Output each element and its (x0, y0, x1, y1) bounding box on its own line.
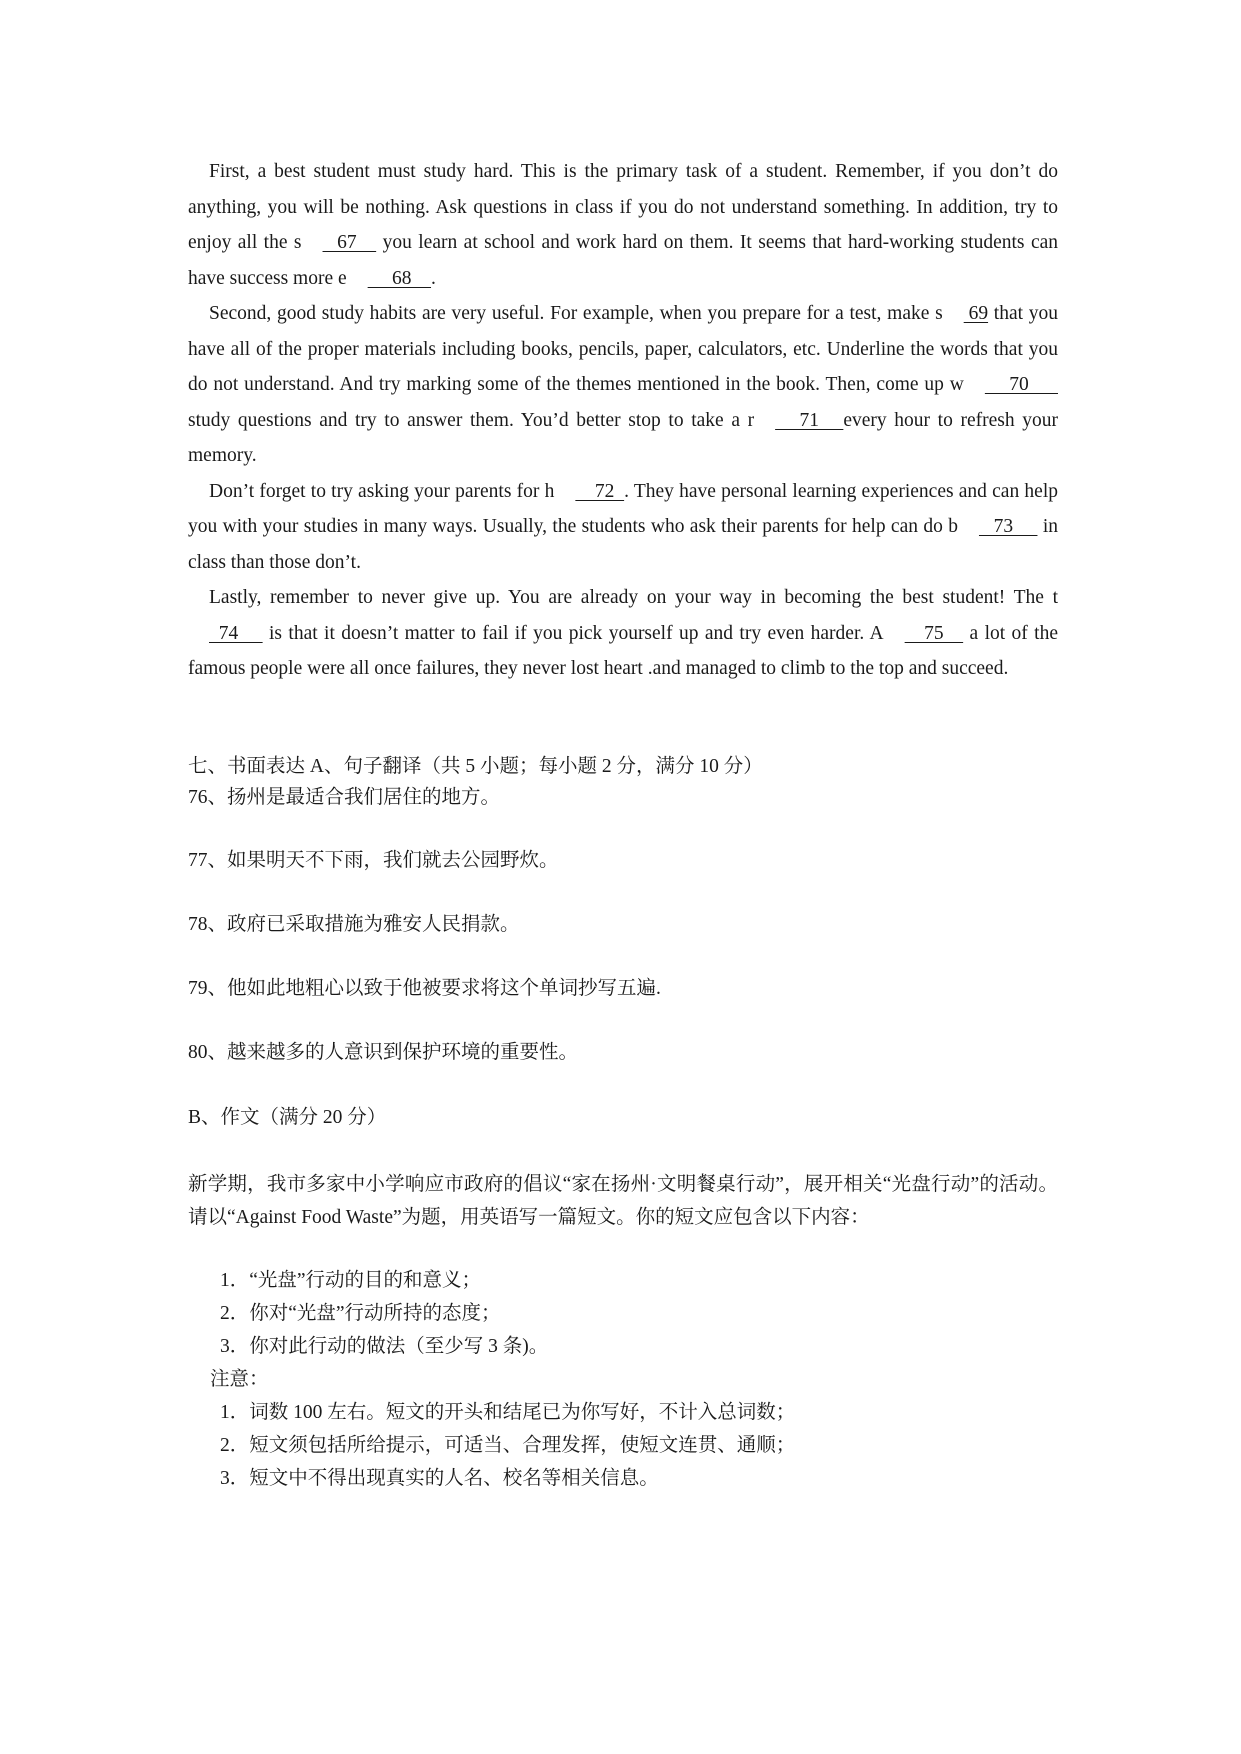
note-3: 3．短文中不得出现真实的人名、校名等相关信息。 (220, 1468, 659, 1489)
passage-paragraph-3 (188, 474, 1058, 581)
question-78: 78、政府已采取措施为雅安人民捐款。 (188, 914, 520, 935)
composition-point-3: 3．你对此行动的做法（至少写 3 条)。 (220, 1336, 549, 1357)
paragraph-text: is that it doesn’t matter to fail if you pick yourself up and try even harder. A (262, 622, 884, 644)
blank-72[interactable]: 72 (575, 480, 625, 502)
blank-67[interactable]: 67 (322, 232, 377, 253)
notes-label: 注意： (210, 1369, 269, 1390)
paragraph-text: in class than those don’t. (188, 516, 1058, 573)
composition-point-2: 2．你对“光盘”行动所持的态度； (220, 1303, 501, 1324)
paragraph-text: a lot of the famous people were all once failures, they never lost heart .and managed to climb to the top and succeed. (188, 622, 1058, 679)
section-b-heading: B、作文（满分 20 分） (188, 1107, 387, 1128)
blank-74[interactable]: 74 (209, 622, 263, 644)
blank-70[interactable]: 70 (984, 374, 1058, 395)
blank-69[interactable]: 69 (963, 303, 989, 324)
paragraph-text: that you have all of the proper materials including books, pencils, paper, calculators, etc. Underline the words that you do not understand. And try marking some of the themes mentioned in the book. Then, come up w (188, 303, 1058, 395)
blank-73[interactable]: 73 (978, 516, 1038, 537)
reading-passage (188, 154, 1058, 687)
paragraph-text: every hour to refresh your memory. (188, 409, 1058, 466)
composition-intro: 新学期，我市多家中小学响应市政府的倡议“家在扬州·文明餐桌行动”，展开相关“光盘行动”的活动。请以“Against Food Waste”为题，用英语写一篇短文。你的短文应包含以下内容： (188, 1174, 1058, 1228)
composition-points (188, 1264, 1068, 1495)
paragraph-text: Don’t forget to try asking your parents for h (209, 480, 555, 502)
paragraph-text: First, a best student must study hard. This is the primary task of a student. Remember, if you don’t do anything, you will be nothing. Ask questions in class if you do not understand something. In addition, try to enjoy all the s (188, 161, 1058, 253)
question-80: 80、越来越多的人意识到保护环境的重要性。 (188, 1042, 579, 1063)
paragraph-text: . (431, 267, 436, 289)
question-79: 79、他如此地粗心以致于他被要求将这个单词抄写五遍. (188, 978, 661, 999)
question-77: 77、如果明天不下雨，我们就去公园野炊。 (188, 850, 559, 871)
blank-71[interactable]: 71 (775, 409, 844, 431)
note-1: 1．词数 100 左右。短文的开头和结尾已为你写好，不计入总词数； (220, 1402, 796, 1423)
paragraph-text: study questions and try to answer them. You’d better stop to take a r (188, 409, 755, 431)
paragraph-text: Lastly, remember to never give up. You are already on your way in becoming the best student! The t (209, 587, 1058, 608)
composition-point-1: 1．“光盘”行动的目的和意义； (220, 1270, 482, 1291)
blank-75[interactable]: 75 (904, 622, 964, 644)
passage-paragraph-1 (188, 154, 1058, 296)
passage-paragraph-4 (188, 580, 1058, 687)
question-76: 76、扬州是最适合我们居住的地方。 (188, 787, 501, 808)
blank-68[interactable]: 68 (367, 267, 432, 289)
note-2: 2．短文须包括所给提示，可适当、合理发挥，使短文连贯、通顺； (220, 1435, 796, 1456)
passage-paragraph-2 (188, 296, 1058, 474)
paragraph-text: Second, good study habits are very useful. For example, when you prepare for a test, make s (209, 303, 943, 324)
section-7-heading: 七、书面表达 A、句子翻译（共 5 小题；每小题 2 分，满分 10 分） (188, 756, 763, 777)
paragraph-text: . They have personal learning experiences and can help you with your studies in many ways. Usually, the students who ask their parents for help can do b (188, 480, 1058, 537)
paragraph-text: you learn at school and work hard on them. It seems that hard-working students can have success more e (188, 232, 1058, 289)
